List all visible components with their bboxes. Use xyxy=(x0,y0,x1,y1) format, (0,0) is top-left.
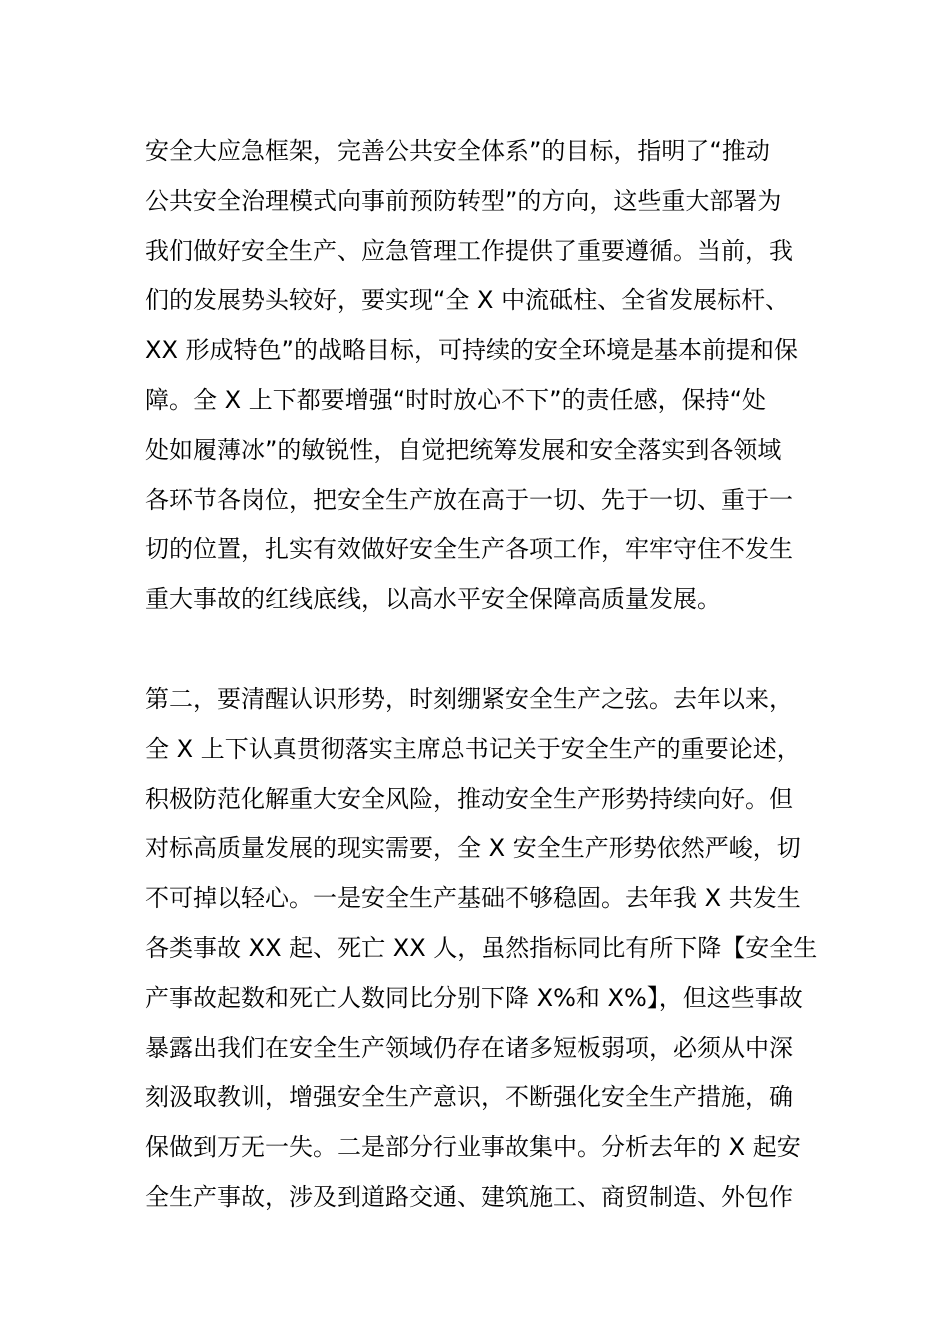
text-line: 不可掉以轻心。一是安全生产基础不够稳固。去年我 X 共发生 xyxy=(145,884,801,913)
text-line: 第二，要清醒认识形势，时刻绷紧安全生产之弦。去年以来， xyxy=(145,685,793,713)
paragraph-1 xyxy=(145,127,835,625)
text-line: 安全大应急框架，完善公共安全体系”的目标，指明了“推动 xyxy=(145,137,770,165)
text-line: 各环节各岗位，把安全生产放在高于一切、先于一切、重于一 xyxy=(145,485,793,514)
text-line: 刻汲取教训，增强安全生产意识，不断强化安全生产措施，确 xyxy=(145,1083,793,1112)
text-line: 全 X 上下认真贯彻落实主席总书记关于安全生产的重要论述， xyxy=(145,734,801,763)
text-line: 积极防范化解重大安全风险，推动安全生产形势持续向好。但 xyxy=(145,784,793,813)
text-line: 全生产事故，涉及到道路交通、建筑施工、商贸制造、外包作 xyxy=(145,1182,793,1211)
text-line: 重大事故的红线底线，以高水平安全保障高质量发展。 xyxy=(145,585,721,614)
text-line: 保做到万无一失。二是部分行业事故集中。分析去年的 X 起安 xyxy=(145,1133,801,1162)
text-line: XX 形成特色”的战略目标，可持续的安全环境是基本前提和保 xyxy=(145,336,798,365)
text-line: 对标高质量发展的现实需要，全 X 安全生产形势依然严峻，切 xyxy=(145,834,801,863)
text-line: 障。全 X 上下都要增强“时时放心不下”的责任感，保持“处 xyxy=(145,385,766,414)
paragraph-2 xyxy=(145,675,835,1223)
text-line: 各类事故 XX 起、死亡 XX 人，虽然指标同比有所下降【安全生 xyxy=(145,933,818,962)
text-line: 公共安全治理模式向事前预防转型”的方向，这些重大部署为 xyxy=(145,186,782,215)
text-line: 暴露出我们在安全生产领域仍存在诸多短板弱项，必须从中深 xyxy=(145,1033,793,1062)
text-line: 切的位置，扎实有效做好安全生产各项工作，牢牢守住不发生 xyxy=(145,535,793,564)
text-line: 产事故起数和死亡人数同比分别下降 X%和 X%】，但这些事故 xyxy=(145,983,803,1012)
text-line: 们的发展势头较好，要实现“全 X 中流砥柱、全省发展标杆、 xyxy=(145,286,790,315)
text-line: 处如履薄冰”的敏锐性，自觉把统筹发展和安全落实到各领域 xyxy=(145,435,782,464)
text-line: 我们做好安全生产、应急管理工作提供了重要遵循。当前，我 xyxy=(145,236,793,265)
